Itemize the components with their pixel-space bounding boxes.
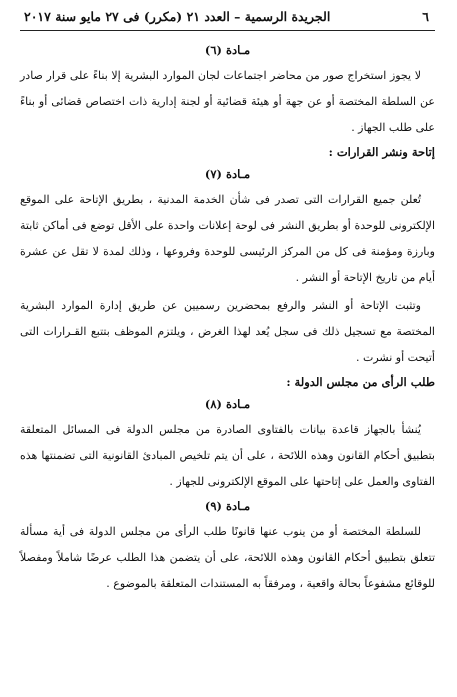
article-6-paragraph: لا يجوز استخراج صور من محاضر اجتماعات لجان الموارد البشرية إلا بناءً على قرار صادر عن السلطة المختصة أو عن جهة أو هيئة قضائية أو لجنة إدارية ذات اختصاص قضائى أو بناءً على طلب الجهاز . [20,69,435,134]
article-7-paragraph-1: تُعلن جميع القرارات التى تصدر فى شأن الخدمة المدنية ، بطريق الإتاحة على الموقع الإلكترونى للوحدة أو بطريق النشر فى لوحة إعلانات واحدة على الأقل توضع فى أماكن ثابتة وبارزة ومؤمنة فى كل من المركز الرئيسى للوحدة وفروعها ، وذلك لمدة لا تقل عن عشرة أيام من تاريخ الإتاحة أو النشر . [20,193,435,284]
section-heading-opinion: طلب الرأى من مجلس الدولة : [286,375,435,389]
article-8-paragraph: يُنشأ بالجهاز قاعدة بيانات بالفتاوى الصادرة من مجلس الدولة فى المسائل المتعلقة بتطبيق أحكام القانون وهذه اللائحة ، على أن يتم تلخيص المبادئ القانونية التى تضمنتها هذه الفتاوى والعمل على إتاحتها على الموقع الإلكترونى للجهاز . [20,423,435,488]
article-8-title: مـادة (٨) [204,397,251,411]
page-number: ٦ [422,9,429,24]
article-9-title: مـادة (٩) [204,499,251,513]
article-7-title: مـادة (٧) [204,167,251,181]
header-divider [20,30,435,31]
article-9-paragraph: للسلطة المختصة أو من ينوب عنها قانونًا طلب الرأى من مجلس الدولة فى أية مسألة تتعلق بتطبيق أحكام القانون وهذه اللائحة، على أن يتضمن هذا الطلب عرضًا شاملاً ومفصلاً للوقائع مشفوعاً بحالة واقعية ، ومرفقاً به المستندات المتعلقة بالموضوع . [20,525,435,590]
section-heading-publication: إتاحة ونشر القرارات : [328,145,435,159]
article-7-paragraph-2: وتثبت الإتاحة أو النشر والرفع بمحضرين رسميين عن طريق إدارة الموارد البشرية المختصة مع تسجيل ذلك فى سجل يُعد لهذا الغرض ، ويلتزم الموظف بتتبع القـرارات التى أتيحت أو نشرت . [20,299,435,364]
issue-line: الجريدة الرسمية – العدد ٢١ (مكرر) فى ٢٧ مايو سنة ٢٠١٧ [24,9,331,24]
article-6-title: مـادة (٦) [204,43,251,57]
running-header [20,8,435,26]
